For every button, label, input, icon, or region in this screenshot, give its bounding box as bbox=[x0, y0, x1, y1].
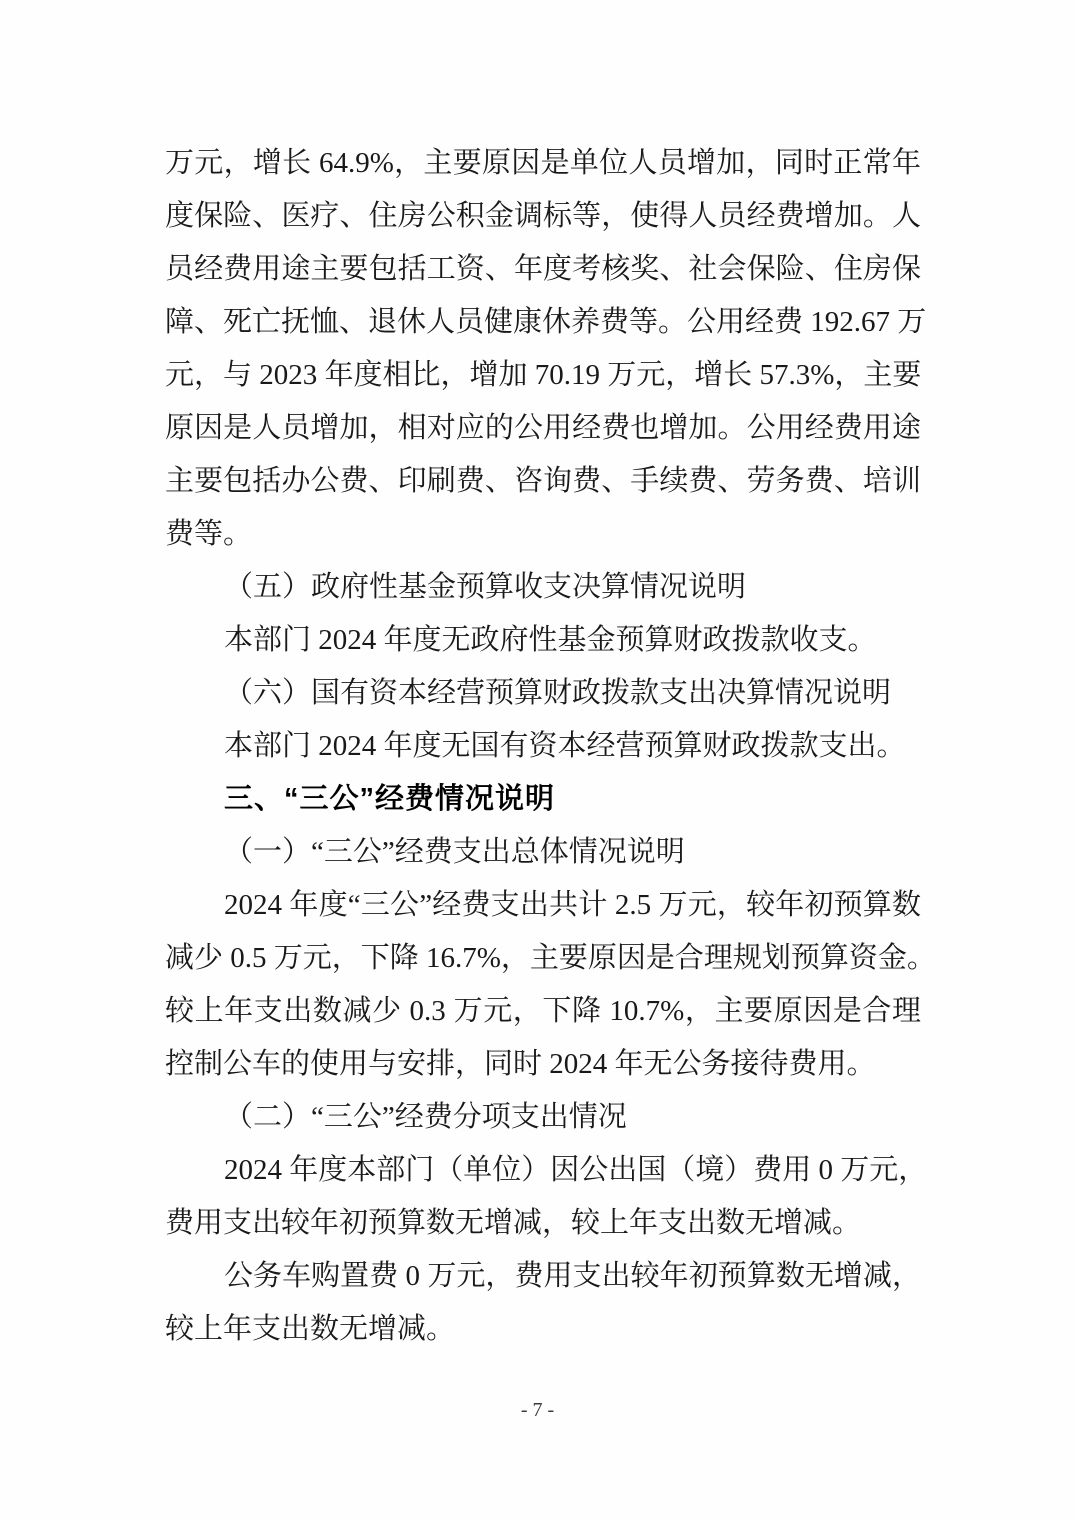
body-text-line: 本部门 2024 年度无政府性基金预算财政拨款收支。 bbox=[224, 624, 877, 656]
page-number: - 7 - bbox=[520, 1399, 555, 1421]
section-heading-six: （六）国有资本经营预算财政拨款支出决算情况说明 bbox=[224, 677, 892, 709]
section-heading-five: （五）政府性基金预算收支决算情况说明 bbox=[224, 571, 747, 603]
body-text-line: 公务车购置费 0 万元，费用支出较年初预算数无增减， bbox=[224, 1260, 921, 1292]
body-text-line: 2024 年度“三公”经费支出共计 2.5 万元，较年初预算数 bbox=[224, 889, 921, 921]
body-text-line: 费等。 bbox=[165, 518, 253, 550]
subsection-heading-two: （二）“三公”经费分项支出情况 bbox=[224, 1101, 627, 1133]
body-text-line: 元，与 2023 年度相比，增加 70.19 万元，增长 57.3%，主要 bbox=[165, 359, 922, 391]
document-body bbox=[165, 137, 936, 1356]
body-text-line: 费用支出较年初预算数无增减，较上年支出数无增减。 bbox=[165, 1207, 862, 1239]
body-text-line: 万元，增长 64.9%，主要原因是单位人员增加，同时正常年 bbox=[165, 147, 921, 179]
body-text-line: 2024 年度本部门（单位）因公出国（境）费用 0 万元， bbox=[224, 1154, 928, 1186]
body-text-line: 度保险、医疗、住房公积金调标等，使得人员经费增加。人 bbox=[165, 200, 921, 232]
body-text-line: 原因是人员增加，相对应的公用经费也增加。公用经费用途 bbox=[165, 412, 921, 444]
body-text-line: 较上年支出数减少 0.3 万元，下降 10.7%，主要原因是合理 bbox=[165, 995, 921, 1027]
body-text-line: 本部门 2024 年度无国有资本经营预算财政拨款支出。 bbox=[224, 730, 906, 762]
body-text-line: 障、死亡抚恤、退休人员健康休养费等。公用经费 192.67 万 bbox=[165, 306, 927, 338]
body-text-line: 员经费用途主要包括工资、年度考核奖、社会保险、住房保 bbox=[165, 253, 921, 285]
body-text-line: 较上年支出数无增减。 bbox=[165, 1313, 456, 1345]
body-text-line: 主要包括办公费、印刷费、咨询费、手续费、劳务费、培训 bbox=[165, 465, 921, 497]
body-text-line: 减少 0.5 万元，下降 16.7%，主要原因是合理规划预算资金。 bbox=[165, 942, 936, 974]
body-text-line: 控制公车的使用与安排，同时 2024 年无公务接待费用。 bbox=[165, 1048, 876, 1080]
chapter-heading-three: 三、“三公”经费情况说明 bbox=[224, 783, 556, 815]
subsection-heading-one: （一）“三公”经费支出总体情况说明 bbox=[224, 836, 685, 868]
